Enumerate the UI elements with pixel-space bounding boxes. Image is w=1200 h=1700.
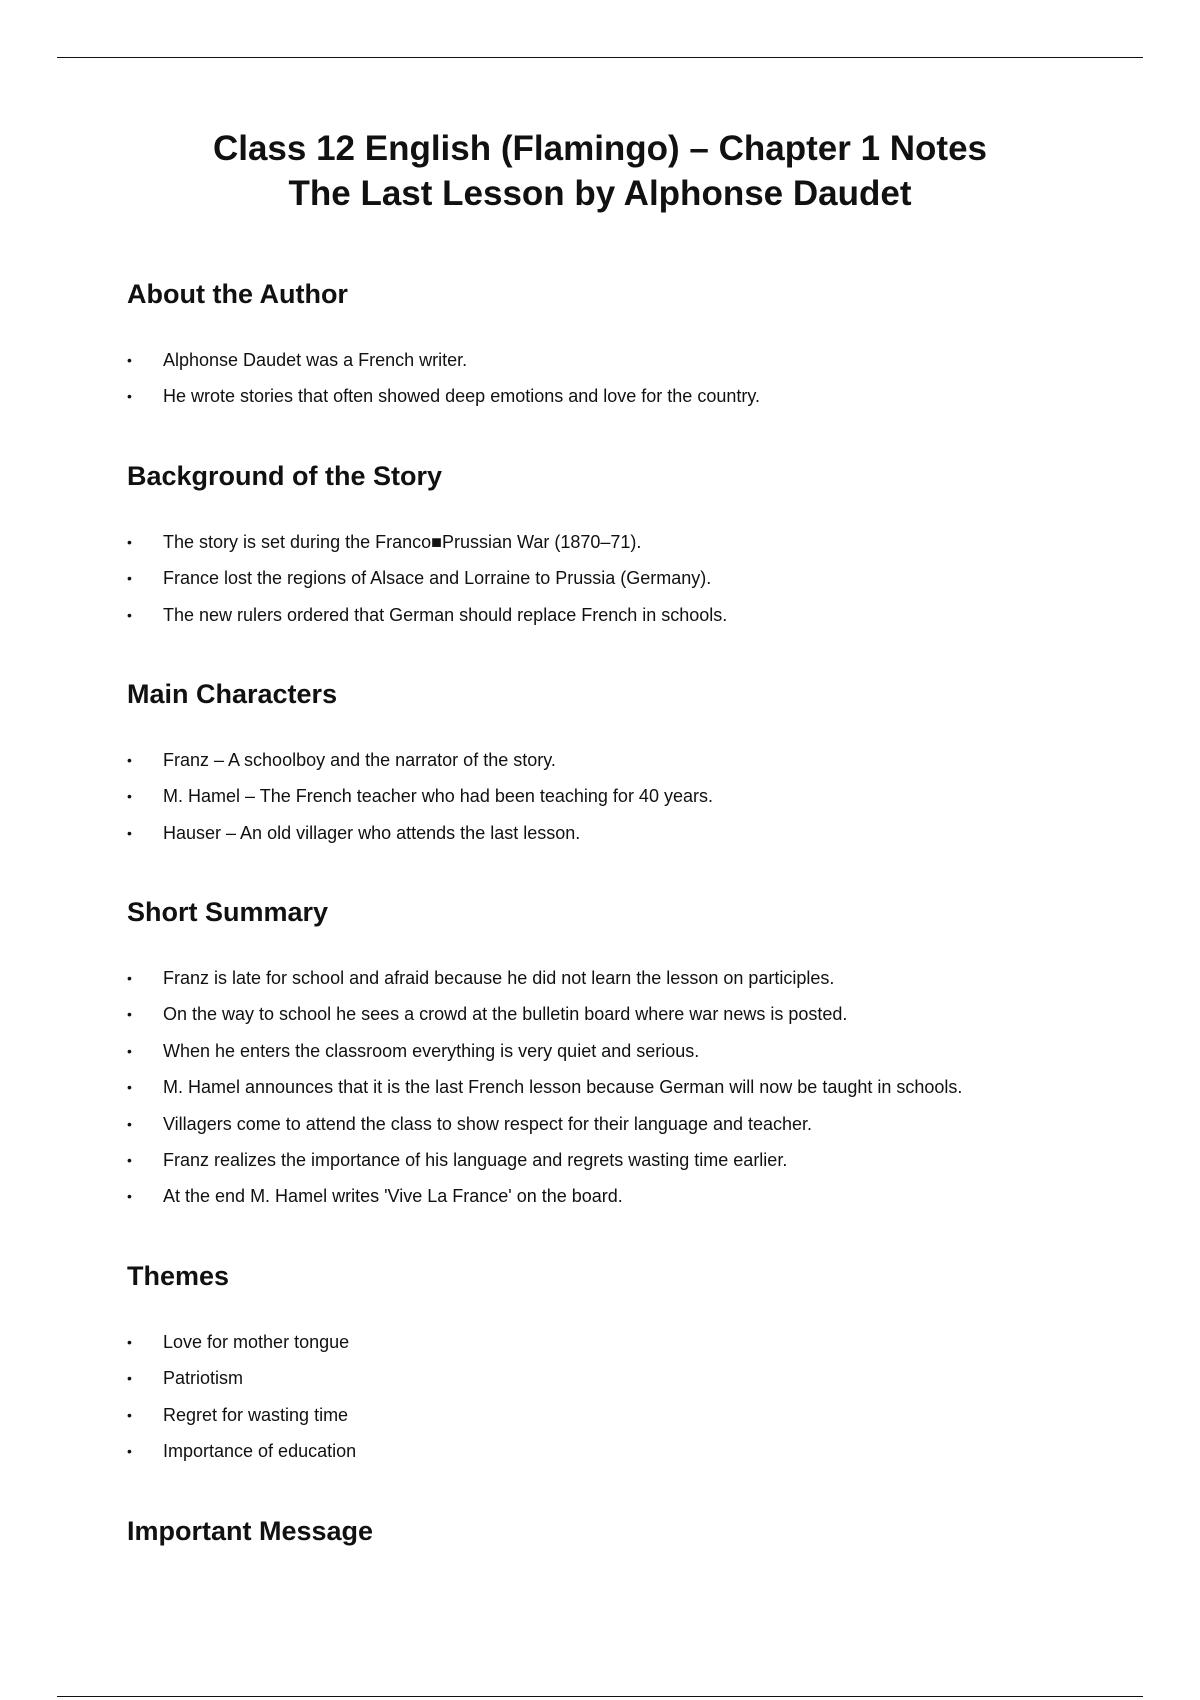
bullet-icon: •	[127, 1115, 132, 1132]
list-item-text: Franz – A schoolboy and the narrator of the story.	[163, 750, 556, 770]
list-item	[127, 1324, 1127, 1360]
list-item	[127, 815, 1127, 851]
list-item-text: Hauser – An old villager who attends the last lesson.	[163, 822, 581, 843]
bullet-list	[127, 742, 1127, 851]
bullet-icon: •	[127, 1079, 132, 1096]
list-item-text: France lost the regions of Alsace and Lorraine to Prussia (Germany).	[163, 568, 712, 589]
list-item-text: The new rulers ordered that German should replace French in schools.	[163, 604, 728, 625]
bullet-icon: •	[127, 1334, 132, 1350]
list-item	[127, 1069, 1127, 1105]
bullet-list	[127, 524, 1127, 633]
section-heading: Short Summary	[127, 897, 329, 927]
list-item	[127, 597, 1127, 633]
list-item	[127, 996, 1127, 1032]
bullet-icon: •	[127, 1042, 132, 1059]
bullet-icon: •	[127, 970, 132, 986]
section-about-author	[127, 276, 1127, 415]
list-item	[127, 342, 1127, 378]
list-item	[127, 1360, 1127, 1396]
top-rule	[57, 57, 1143, 58]
section-important-message	[127, 1513, 1127, 1549]
list-item	[127, 1033, 1127, 1069]
bullet-icon: •	[127, 570, 132, 587]
list-item-text: Alphonse Daudet was a French writer.	[163, 350, 468, 370]
list-item-text: On the way to school he sees a crowd at the bulletin board where war news is posted.	[163, 1004, 848, 1025]
bullet-icon: •	[127, 534, 132, 550]
section-heading: Main Characters	[127, 679, 338, 709]
bullet-icon: •	[127, 606, 132, 623]
list-item	[127, 378, 1127, 414]
list-item	[127, 524, 1127, 560]
list-item-text: Love for mother tongue	[163, 1332, 350, 1352]
document-title	[0, 126, 1200, 216]
title-line-1: Class 12 English (Flamingo) – Chapter 1 Notes	[212, 129, 988, 168]
section-heading: Themes	[127, 1261, 230, 1291]
list-item-text: M. Hamel announces that it is the last French lesson because German will now be taught in schools.	[163, 1077, 963, 1098]
bullet-icon: •	[127, 388, 132, 405]
list-item-text: Franz is late for school and afraid because he did not learn the lesson on participles.	[163, 968, 835, 988]
bullet-icon: •	[127, 1006, 132, 1023]
section-background	[127, 458, 1127, 633]
list-item-text: Patriotism	[163, 1368, 244, 1389]
bullet-list	[127, 342, 1127, 415]
section-short-summary	[127, 894, 1127, 1215]
list-item-text: The story is set during the Franco■Prussian War (1870–71).	[163, 532, 642, 552]
list-item-text: When he enters the classroom everything is very quiet and serious.	[163, 1040, 700, 1061]
bullet-icon: •	[127, 1188, 132, 1205]
list-item-text: M. Hamel – The French teacher who had been teaching for 40 years.	[163, 786, 713, 807]
list-item-text: Villagers come to attend the class to show respect for their language and teacher.	[163, 1113, 813, 1134]
list-item-text: Importance of education	[163, 1441, 357, 1462]
bullet-icon: •	[127, 1443, 132, 1460]
list-item	[127, 560, 1127, 596]
list-item	[127, 778, 1127, 814]
bullet-icon: •	[127, 824, 132, 841]
section-main-characters	[127, 676, 1127, 851]
list-item-text: Regret for wasting time	[163, 1404, 349, 1425]
list-item	[127, 1433, 1127, 1469]
list-item	[127, 1397, 1127, 1433]
bullet-icon: •	[127, 352, 132, 368]
list-item-text: At the end M. Hamel writes 'Vive La France' on the board.	[163, 1186, 623, 1207]
section-themes	[127, 1258, 1127, 1470]
list-item-text: He wrote stories that often showed deep emotions and love for the country.	[163, 386, 761, 407]
list-item	[127, 1178, 1127, 1214]
bullet-icon: •	[127, 752, 132, 768]
bullet-list	[127, 1324, 1127, 1470]
section-heading: Background of the Story	[127, 461, 443, 491]
bullet-icon: •	[127, 1406, 132, 1423]
bullet-icon: •	[127, 788, 132, 805]
list-item-text: Franz realizes the importance of his language and regrets wasting time earlier.	[163, 1150, 788, 1171]
bottom-rule	[57, 1696, 1143, 1697]
list-item	[127, 1106, 1127, 1142]
list-item	[127, 960, 1127, 996]
title-line-2: The Last Lesson by Alphonse Daudet	[288, 174, 912, 213]
section-heading: Important Message	[127, 1516, 374, 1546]
list-item	[127, 1142, 1127, 1178]
bullet-list	[127, 960, 1127, 1215]
section-heading: About the Author	[127, 279, 348, 309]
bullet-icon: •	[127, 1370, 132, 1387]
list-item	[127, 742, 1127, 778]
bullet-icon: •	[127, 1152, 132, 1169]
